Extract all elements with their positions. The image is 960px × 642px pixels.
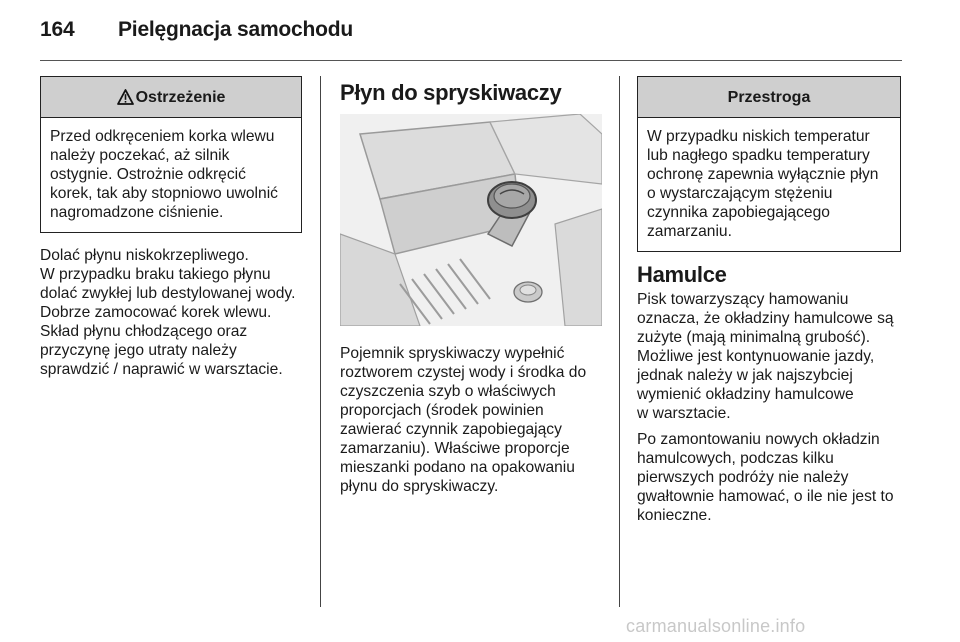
warning-text: Przed odkręceniem korka wlewu należy poczekać, aż silnik ostygnie. Ostrożnie odkręcić korek, tak aby stopniowo uwolnić nagromadzone ciśnienie. — [50, 128, 278, 221]
page-number: 164 — [40, 18, 75, 41]
warning-box — [40, 76, 302, 233]
page-header — [40, 18, 920, 42]
column-2 — [340, 76, 602, 503]
brakes-paragraph-2: Po zamontowaniu nowych okładzin hamulcowych, podczas kilku pierwszych podróży nie należy gwałtownie hamować, o ile nie jest to konieczne. — [637, 431, 894, 524]
column-1 — [40, 76, 302, 386]
washer-reservoir-illustration — [340, 114, 602, 326]
caution-box — [637, 76, 901, 252]
chapter-title: Pielęgnacja samochodu — [118, 18, 354, 41]
brakes-heading: Hamulce — [637, 262, 727, 287]
warning-header — [41, 77, 301, 118]
header-rule — [40, 60, 902, 61]
coolant-paragraph: Dolać płynu niskokrzepliwego. W przypadku braku takiego płynu dolać zwykłej lub destylowanej wody. Dobrze zamocować korek wlewu. Skład płynu chłodzącego oraz przyczynę jego utraty należy sprawdzić / naprawić w warsztacie. — [40, 247, 296, 378]
watermark: carmanualsonline.info — [626, 616, 806, 636]
brakes-paragraph-1: Pisk towarzyszący hamowaniu oznacza, że okładziny hamulcowe są zużyte (mają minimalną grubość). Możliwe jest kontynuowanie jazdy, jednak należy w jak najszybciej wymienić okładziny hamulcowe w warsztacie. — [637, 291, 894, 422]
washer-fluid-paragraph: Pojemnik spryskiwaczy wypełnić roztworem czystej wody i środka do czyszczenia szyb o właściwych proporcjach (środek powinien zawierać czynnik zapobiegający zamarzaniu). Właściwe proporcje mieszanki podano na opakowaniu płynu do spryskiwaczy. — [340, 345, 587, 495]
caution-text: W przypadku niskich temperatur lub nagłego spadku temperatury ochronę zapewnia wyłącznie płyn o wystarczającym stężeniu czynnika zapobiegającego zamarzaniu. — [647, 128, 879, 240]
washer-fluid-heading: Płyn do spryskiwaczy — [340, 80, 562, 105]
caution-header — [638, 77, 900, 118]
warning-title: Ostrzeżenie — [135, 88, 226, 106]
column-3 — [637, 76, 901, 532]
caution-title: Przestroga — [727, 88, 811, 106]
warning-triangle-icon — [117, 89, 134, 105]
column-divider-1 — [320, 76, 321, 607]
column-divider-2 — [619, 76, 620, 607]
